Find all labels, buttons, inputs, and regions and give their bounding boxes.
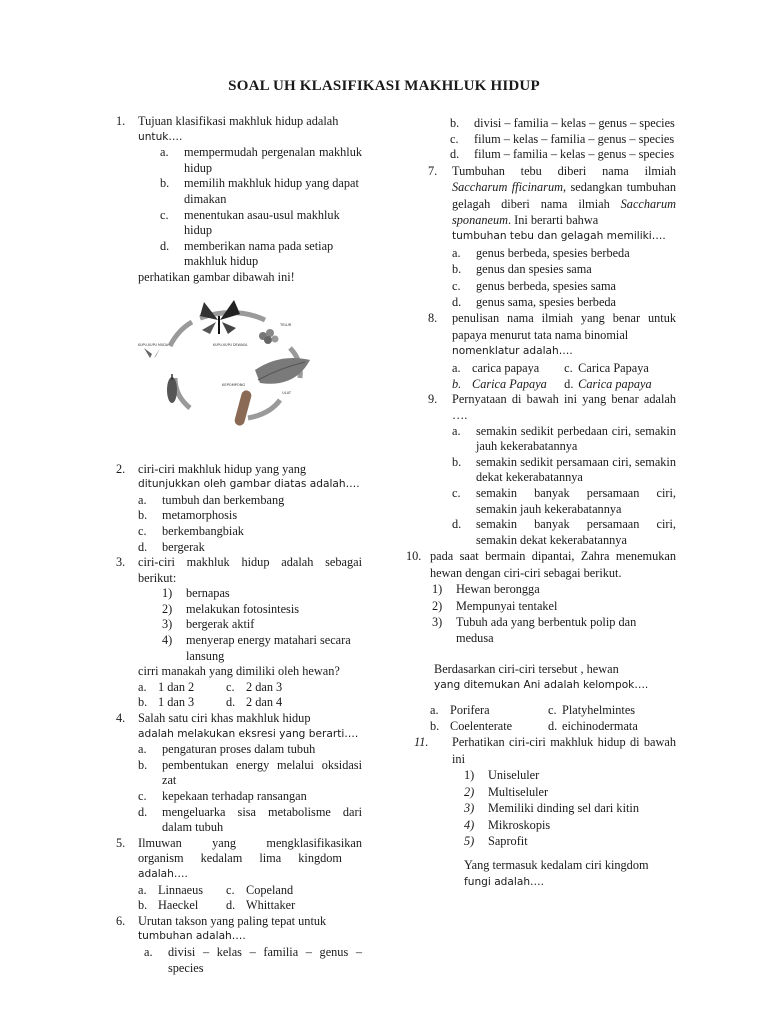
option-c: c. berkembangbiak <box>138 523 244 538</box>
q7-scientific-name-1: Saccharum fficinarum <box>452 180 563 195</box>
question-text-cont: adalah…. <box>138 867 188 880</box>
item-5: 5) Saprofit <box>464 833 528 848</box>
question-text-cont: tumbuhan adalah…. <box>138 930 246 943</box>
question-number: 11. <box>414 735 429 750</box>
question-3 <box>116 555 362 711</box>
eggs-icon <box>259 329 279 344</box>
option-b: b. pembentukan energy melalui oksidasi zat <box>138 757 362 788</box>
item-2: 2) Mempunyai tentakel <box>432 598 558 613</box>
question-prompt: Berdasarkan ciri-ciri tersebut , hewan <box>434 661 619 676</box>
question-10 <box>406 548 676 734</box>
q7-text-2: , sedangkan tumbuhan gelagah diberi nama ilmiah <box>452 180 676 211</box>
item-1: 1) Uniseluler <box>464 768 540 783</box>
q7-scientific-name-2: Saccharum sponaneum <box>452 196 676 227</box>
option-b: b. metamorphosis <box>138 508 238 523</box>
option-b: b. semakin sedikit persamaan ciri, semakin dekat kekerabatannya <box>452 454 676 485</box>
question-number: 6. <box>116 913 126 928</box>
question-text: ciri-ciri makhluk hidup yang yang <box>138 461 307 476</box>
option-b: b. genus dan spesies sama <box>452 262 592 277</box>
question-text: ciri-ciri makhluk hidup adalah sebagai berikut: <box>138 555 362 585</box>
label-ulat: ULAT <box>282 390 292 395</box>
option-b: b. Carica Papaya <box>452 377 547 392</box>
question-11 <box>414 734 676 890</box>
item-3: 3) Memiliki dinding sel dari kitin <box>464 801 639 816</box>
option-a: a. carica papaya <box>452 360 540 375</box>
option-b: b. Coelenterate <box>430 719 513 734</box>
question-prompt-cont: fungi adalah…. <box>464 875 545 888</box>
item-1: 1) Hewan berongga <box>432 582 540 597</box>
question-prompt: Yang termasuk kedalam ciri kingdom <box>464 858 649 873</box>
question-text-cont: ditunjukkan oleh gambar diatas adalah…. <box>138 478 360 491</box>
option-d: d. 2 dan 4 <box>226 695 283 710</box>
young-butterfly-icon <box>144 348 160 358</box>
option-c: c. kepekaan terhadap ransangan <box>138 789 307 803</box>
question-text: pada saat bermain dipantai, Zahra menemukan hewan dengan ciri-ciri sebagai berikut. <box>430 549 676 580</box>
option-a: a. divisi – kelas – familia – genus – species <box>144 944 362 975</box>
option-d: d. memberikan nama pada setiap makhluk hidup <box>160 238 334 269</box>
item-3: 3) bergerak aktif <box>162 617 255 632</box>
question-text: Perhatikan ciri-ciri makhluk hidup di bawah ini <box>452 735 676 766</box>
option-d: d. Carica papaya <box>564 377 652 392</box>
option-d: d. mengeluarka sisa metabolisme dari dalam tubuh <box>138 804 362 835</box>
question-6 <box>116 914 362 976</box>
option-b: b. Haeckel <box>138 898 199 913</box>
option-d: d. Whittaker <box>226 898 296 913</box>
question-prompt: cirri manakah yang dimiliki oleh hewan? <box>138 664 340 679</box>
question-number: 5. <box>116 835 126 850</box>
option-a: a. genus berbeda, spesies berbeda <box>452 245 630 260</box>
label-telur: TELUR <box>280 322 292 327</box>
option-a: a. Linnaeus <box>138 882 204 897</box>
question-text-cont: adalah melakukan eksresi yang berarti…. <box>138 727 359 740</box>
leaf-icon <box>255 357 310 383</box>
question-text: Urutan takson yang paling tepat untuk <box>138 913 327 928</box>
q7-text-1: Tumbuhan tebu diberi nama ilmiah <box>452 163 676 178</box>
option-c: c. menentukan asau-usul makhluk hidup <box>160 207 340 238</box>
question-text: Tujuan klasifikasi makhluk hidup adalah <box>138 114 339 128</box>
question-text-cont: untuk…. <box>138 130 183 143</box>
option-c: c. Platyhelmintes <box>548 702 636 717</box>
arrow-pupa-adult <box>175 378 190 408</box>
option-a: a. 1 dan 2 <box>138 679 195 694</box>
q7-text-3: . Ini berarti bahwa <box>508 213 599 227</box>
question-1 <box>116 114 362 286</box>
caterpillar-icon <box>234 389 253 426</box>
question-8 <box>428 310 676 392</box>
label-adult: KUPU-KUPU DEWASA <box>213 342 248 347</box>
question-number: 2. <box>116 461 126 476</box>
question-4 <box>116 711 362 836</box>
option-c: c. genus berbeda, spesies sama <box>452 278 617 293</box>
q6-option-c: c. filum – kelas – familia – genus – species <box>450 131 675 146</box>
option-c: c. Carica Papaya <box>564 360 649 375</box>
option-a: a. pengaturan proses dalam tubuh <box>138 742 316 757</box>
option-a: a. mempermudah pergenalan makhluk hidup <box>160 145 362 175</box>
question-text: Pernyataan di bawah ini yang benar adalah …. <box>452 392 676 423</box>
butterfly-lifecycle-figure <box>130 298 340 448</box>
option-d: d. eichinodermata <box>548 719 638 734</box>
label-young: KUPU-KUPU MUDA <box>138 342 169 347</box>
option-a: a. tumbuh dan berkembang <box>138 492 285 507</box>
question-number: 10. <box>406 549 422 564</box>
arrow-larva-pupa <box>248 400 280 418</box>
question-7 <box>428 163 676 311</box>
question-2 <box>116 462 362 556</box>
option-d: d. bergerak <box>138 539 205 554</box>
option-c: c. Copeland <box>226 882 294 897</box>
q6-option-b: b. divisi – familia – kelas – genus – species <box>450 116 675 130</box>
question-number: 8. <box>428 311 438 326</box>
label-kepompong: KEPOMPONG <box>222 382 246 387</box>
option-d: d. genus sama, spesies berbeda <box>452 295 617 310</box>
item-3: 3) Tubuh ada yang berbentuk polip dan medusa <box>432 615 637 646</box>
question-number: 3. <box>116 555 126 570</box>
butterfly-icon <box>200 300 240 334</box>
item-2: 2) Multiseluler <box>464 784 549 799</box>
question-number: 9. <box>428 392 438 407</box>
item-4: 4) menyerap energy matahari secara lansung <box>162 633 351 663</box>
question-text: Salah satu ciri khas makhluk hidup <box>138 711 311 726</box>
question-number: 7. <box>428 163 438 178</box>
item-2: 2) melakukan fotosintesis <box>162 601 300 616</box>
question-5 <box>116 836 362 914</box>
figure-instruction: perhatikan gambar dibawah ini! <box>138 269 295 284</box>
question-number: 4. <box>116 711 126 726</box>
right-column <box>406 116 676 890</box>
option-d: d. semakin banyak persamaan ciri, semakin dekat kekerabatannya <box>452 517 676 547</box>
option-b: b. memilih makhluk hidup yang dapat dimakan <box>160 176 359 206</box>
item-4: 4) Mikroskopis <box>464 817 551 832</box>
left-column <box>116 114 362 976</box>
question-text: Ilmuwan yang mengklasifikasikan organism kedalam lima kingdom <box>138 835 362 866</box>
q6-option-d: d. filum – familia – kelas – genus – species <box>450 147 675 162</box>
item-1: 1) bernapas <box>162 586 230 601</box>
arrow-young-adult <box>170 322 192 346</box>
lifecycle-diagram <box>130 298 340 448</box>
page-title: SOAL UH KLASIFIKASI MAKHLUK HIDUP <box>228 78 540 94</box>
question-text-cont: nomenklatur adalah…. <box>452 345 573 358</box>
question-number: 1. <box>116 114 126 128</box>
question-text-cont: tumbuhan tebu dan gelagah memiliki…. <box>452 230 666 243</box>
option-c: c. semakin banyak persamaan ciri, semakin jauh kekerabatannya <box>452 486 676 516</box>
question-prompt-cont: yang ditemukan Ani adalah kelompok…. <box>434 679 649 692</box>
option-b: b. 1 dan 3 <box>138 695 195 710</box>
option-c: c. 2 dan 3 <box>226 679 283 694</box>
option-a: a. Porifera <box>430 702 490 717</box>
question-9 <box>428 392 676 548</box>
option-a: a. semakin sedikit perbedaan ciri, semakin jauh kekerabatannya <box>452 423 676 454</box>
question-text: penulisan nama ilmiah yang benar untuk papaya menurut tata nama binomial <box>452 311 676 342</box>
